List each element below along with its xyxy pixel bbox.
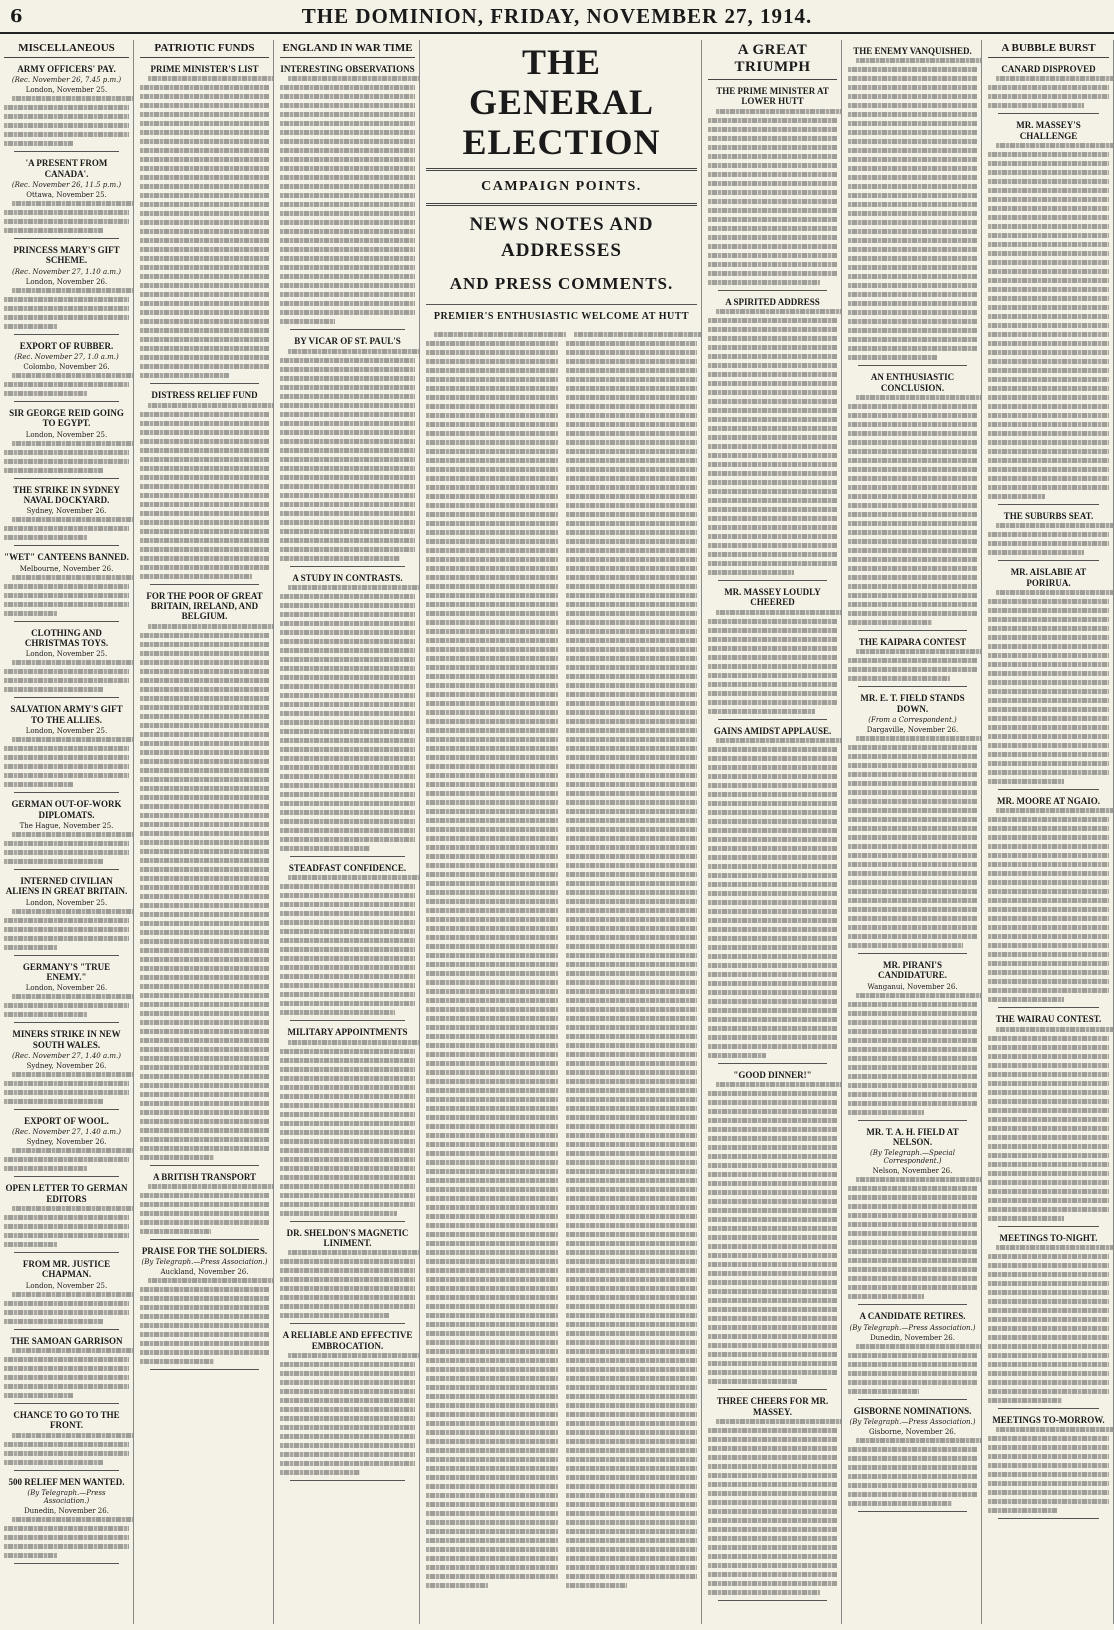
article-text-block bbox=[4, 832, 129, 864]
article-headline: MR. T. A. H. FIELD AT NELSON. bbox=[866, 1126, 959, 1148]
article-headline: INTERESTING OBSERVATIONS bbox=[280, 64, 415, 74]
place-dateline: The Hague, November 25. bbox=[19, 821, 114, 830]
article-text-block bbox=[280, 349, 415, 561]
column-great-triumph bbox=[704, 40, 842, 1624]
article-text-block bbox=[4, 909, 129, 950]
article-headline: MILITARY APPOINTMENTS bbox=[287, 1027, 408, 1038]
article-headline: A BRITISH TRANSPORT bbox=[152, 1171, 257, 1182]
article-text-block bbox=[140, 1184, 269, 1234]
article-headline: 500 RELIEF MEN WANTED. bbox=[8, 1476, 125, 1487]
place-dateline: Dunedin, November 26. bbox=[24, 1507, 109, 1515]
article-text-block bbox=[988, 523, 1109, 555]
dateline: (By Telegraph.—Special Correspondent.) bbox=[870, 1149, 955, 1166]
article-text-block bbox=[4, 517, 129, 540]
article-headline: MINERS STRIKE IN NEW SOUTH WALES. bbox=[12, 1029, 121, 1050]
article-headline: MEETINGS TO-MORROW. bbox=[992, 1415, 1105, 1426]
article-headline: THE PRIME MINISTER AT LOWER HUTT bbox=[716, 86, 829, 107]
article-headline: PRAISE FOR THE SOLDIERS. bbox=[141, 1246, 268, 1257]
article-text-block bbox=[848, 1177, 977, 1299]
article-headline: SIR GEORGE REID GOING TO EGYPT. bbox=[9, 408, 124, 429]
masthead bbox=[0, 0, 1114, 34]
article-headline: MR. MOORE AT NGAIO. bbox=[997, 796, 1100, 807]
article-text-block bbox=[848, 736, 977, 948]
article-headline: CANARD DISPROVED bbox=[1001, 64, 1096, 74]
place-dateline: Dunedin, November 26. bbox=[870, 1333, 955, 1342]
article-headline: PRINCESS MARY'S GIFT SCHEME. bbox=[13, 245, 120, 266]
place-dateline: Sydney, November 26. bbox=[26, 1061, 107, 1070]
premier-subheading: PREMIER'S ENTHUSIASTIC WELCOME AT HUTT bbox=[426, 304, 697, 322]
column-patriotic-funds bbox=[136, 40, 274, 1624]
article-text-block bbox=[426, 332, 558, 1588]
place-dateline: Ottawa, November 25. bbox=[26, 191, 107, 200]
article-headline: MR. AISLABIE AT PORIRUA. bbox=[1010, 567, 1087, 588]
place-dateline: London, November 26. bbox=[25, 277, 108, 286]
place-dateline: London, November 25. bbox=[25, 86, 108, 95]
article-headline: THE WAIRAU CONTEST. bbox=[995, 1014, 1102, 1025]
press-subheading: AND PRESS COMMENTS. bbox=[449, 274, 674, 293]
article-headline: MR. E. T. FIELD STANDS DOWN. bbox=[860, 693, 965, 714]
article-headline: PRIME MINISTER'S LIST bbox=[150, 64, 259, 74]
article-headline: EXPORT OF RUBBER. bbox=[19, 340, 114, 351]
article-headline: BY VICAR OF ST. PAUL'S bbox=[294, 336, 401, 347]
article-text-block bbox=[708, 738, 837, 1058]
article-headline: GERMAN OUT-OF-WORK DIPLOMATS. bbox=[11, 799, 122, 820]
article-text-block bbox=[708, 610, 837, 714]
place-dateline: London, November 25. bbox=[25, 650, 108, 659]
article-headline: GISBORNE NOMINATIONS. bbox=[853, 1405, 972, 1416]
article-text-block bbox=[140, 403, 269, 579]
article-headline: DISTRESS RELIEF FUND bbox=[151, 390, 258, 401]
place-dateline: Dargaville, November 26. bbox=[866, 726, 959, 735]
article-text-block bbox=[280, 585, 415, 851]
article-headline: A SPIRITED ADDRESS bbox=[725, 296, 820, 307]
article-text-block bbox=[988, 1427, 1109, 1513]
article-headline: GAINS AMIDST APPLAUSE. bbox=[713, 725, 832, 736]
article-text-block bbox=[988, 143, 1109, 499]
section-heading: PATRIOTIC FUNDS bbox=[140, 40, 269, 58]
article-text-block bbox=[848, 395, 977, 625]
article-headline: MR. PIRANI'S CANDIDATURE. bbox=[877, 960, 948, 981]
article-text-block bbox=[4, 1517, 129, 1558]
newspaper-title: THE DOMINION, FRIDAY, NOVEMBER 27, 1914. bbox=[301, 4, 813, 28]
article-text-block bbox=[4, 288, 129, 329]
article-text-block bbox=[4, 1292, 129, 1324]
article-text-block bbox=[4, 1433, 129, 1465]
place-dateline: Sydney, November 26. bbox=[26, 507, 107, 516]
article-headline: FROM MR. JUSTICE CHAPMAN. bbox=[22, 1258, 111, 1280]
article-text-block bbox=[140, 1278, 269, 1364]
place-dateline: London, November 26. bbox=[25, 984, 108, 993]
dateline: (Rec. November 27, 1.10 a.m.) bbox=[12, 267, 121, 276]
dateline: (From a Correspondent.) bbox=[868, 716, 957, 725]
article-headline: MR. MASSEY'S CHALLENGE bbox=[1016, 120, 1081, 141]
article-headline: THE STRIKE IN SYDNEY NAVAL DOCKYARD. bbox=[13, 484, 120, 506]
article-text-block bbox=[988, 76, 1109, 108]
article-text-block bbox=[848, 1438, 977, 1506]
article-headline: A RELIABLE AND EFFECTIVE EMBROCATION. bbox=[282, 1330, 413, 1351]
place-dateline: Colombo, November 26. bbox=[23, 363, 110, 372]
dateline: (Rec. November 27, 1.0 a.m.) bbox=[14, 353, 119, 362]
article-text-block bbox=[708, 1419, 837, 1595]
dateline: (Rec. November 26, 7.45 p.m.) bbox=[11, 76, 122, 85]
article-text-block bbox=[988, 590, 1109, 784]
column-general-election bbox=[422, 40, 702, 1624]
article-text-block bbox=[566, 332, 698, 1588]
article-headline: 'A PRESENT FROM CANADA'. bbox=[25, 158, 108, 179]
dateline: (Rec. November 27, 1.40 a.m.) bbox=[12, 1128, 121, 1137]
dateline: (By Telegraph.—Press Association.) bbox=[27, 1489, 106, 1505]
article-headline: SALVATION ARMY'S GIFT TO THE ALLIES. bbox=[10, 704, 123, 725]
article-text-block bbox=[4, 441, 129, 473]
article-text-block bbox=[4, 1072, 129, 1104]
article-headline: STEADFAST CONFIDENCE. bbox=[288, 863, 407, 874]
column-england-in-war-time bbox=[276, 40, 420, 1624]
article-headline: "WET" CANTEENS BANNED. bbox=[4, 552, 129, 563]
article-text-block bbox=[708, 309, 837, 575]
place-dateline: Sydney, November 26. bbox=[26, 1138, 107, 1147]
main-headline: THE GENERAL ELECTION bbox=[462, 42, 661, 162]
article-text-block bbox=[280, 1040, 415, 1216]
article-text-block bbox=[848, 993, 977, 1115]
section-heading: ENGLAND IN WAR TIME bbox=[280, 40, 415, 58]
place-dateline: Wanganui, November 26. bbox=[867, 982, 958, 991]
dateline: (By Telegraph.—Press Association.) bbox=[849, 1323, 976, 1332]
article-headline: THE SAMOAN GARRISON bbox=[10, 1335, 123, 1346]
place-dateline: London, November 25. bbox=[25, 1281, 108, 1290]
article-headline: THE KAIPARA CONTEST bbox=[858, 637, 967, 648]
article-text-block bbox=[4, 994, 129, 1017]
article-text-block bbox=[848, 58, 977, 360]
article-headline: A STUDY IN CONTRASTS. bbox=[292, 572, 403, 583]
article-text-block bbox=[4, 1348, 129, 1398]
article-text-block bbox=[4, 373, 129, 396]
article-headline: MR. MASSEY LOUDLY CHEERED bbox=[724, 587, 821, 608]
place-dateline: London, November 25. bbox=[25, 430, 108, 439]
article-headline: EXPORT OF WOOL. bbox=[24, 1115, 109, 1126]
place-dateline: Melbourne, November 26. bbox=[19, 564, 114, 573]
article-text-block bbox=[848, 649, 977, 681]
article-headline: FOR THE POOR OF GREAT BRITAIN, IRELAND, AND BELGIUM. bbox=[146, 590, 263, 622]
campaign-subheading: CAMPAIGN POINTS. bbox=[481, 179, 642, 194]
article-headline: "GOOD DINNER!" bbox=[733, 1070, 812, 1081]
article-headline: OPEN LETTER TO GERMAN EDITORS bbox=[5, 1183, 128, 1204]
article-headline: THREE CHEERS FOR MR. MASSEY. bbox=[716, 1396, 829, 1417]
article-text-block bbox=[708, 109, 837, 285]
article-headline: GERMANY'S "TRUE ENEMY." bbox=[22, 961, 111, 982]
place-dateline: Auckland, November 26. bbox=[160, 1268, 249, 1277]
dateline: (Rec. November 26, 11.5 p.m.) bbox=[11, 181, 122, 190]
section-heading: A GREAT TRIUMPH bbox=[708, 40, 837, 80]
place-dateline: Nelson, November 26. bbox=[872, 1167, 953, 1176]
column-election-continued bbox=[844, 40, 982, 1624]
dateline: (By Telegraph.—Press Association.) bbox=[141, 1258, 268, 1267]
article-headline: ARMY OFFICERS' PAY. bbox=[17, 64, 116, 74]
dateline: (By Telegraph.—Press Association.) bbox=[849, 1418, 976, 1427]
article-text-block bbox=[988, 808, 1109, 1002]
article-headline: INTERNED CIVILIAN ALIENS IN GREAT BRITAIN. bbox=[5, 875, 128, 897]
article-headline: THE SUBURBS SEAT. bbox=[1003, 511, 1094, 522]
article-headline: DR. SHELDON'S MAGNETIC LINIMENT. bbox=[286, 1227, 409, 1249]
article-headline: MEETINGS TO-NIGHT. bbox=[999, 1232, 1098, 1243]
place-dateline: Gisborne, November 26. bbox=[869, 1428, 956, 1437]
article-text-block bbox=[708, 1082, 837, 1384]
article-text-block bbox=[4, 96, 129, 146]
section-heading: A BUBBLE BURST bbox=[988, 40, 1109, 58]
article-text-block bbox=[988, 1245, 1109, 1403]
article-headline: CLOTHING AND CHRISTMAS TOYS. bbox=[24, 627, 109, 649]
article-text-block bbox=[988, 1027, 1109, 1221]
article-headline: AN ENTHUSIASTIC CONCLUSION. bbox=[870, 372, 955, 393]
article-headline: A CANDIDATE RETIRES. bbox=[859, 1311, 966, 1322]
news-subheading: NEWS NOTES AND ADDRESSES bbox=[469, 214, 654, 261]
article-text-block bbox=[4, 737, 129, 787]
article-text-block bbox=[848, 1344, 977, 1394]
article-text-block bbox=[280, 1353, 415, 1475]
election-article-body bbox=[426, 330, 697, 1592]
column-miscellaneous bbox=[0, 40, 134, 1624]
article-headline: CHANCE TO GO TO THE FRONT. bbox=[13, 1409, 120, 1431]
article-text-block bbox=[4, 1206, 129, 1247]
article-text-block bbox=[140, 76, 269, 378]
article-text-block bbox=[4, 660, 129, 692]
article-text-block bbox=[280, 76, 415, 324]
article-text-block bbox=[4, 201, 129, 233]
article-text-block bbox=[4, 575, 129, 616]
place-dateline: London, November 25. bbox=[25, 727, 108, 736]
section-heading: MISCELLANEOUS bbox=[4, 40, 129, 58]
article-text-block bbox=[280, 875, 415, 1015]
column-bubble-burst bbox=[984, 40, 1114, 1624]
article-headline: THE ENEMY VANQUISHED. bbox=[853, 46, 972, 56]
page-number: 6 bbox=[10, 6, 23, 27]
place-dateline: London, November 25. bbox=[25, 898, 108, 907]
dateline: (Rec. November 27, 1.40 a.m.) bbox=[12, 1051, 121, 1060]
article-text-block bbox=[4, 1148, 129, 1171]
article-text-block bbox=[280, 1250, 415, 1318]
article-text-block bbox=[140, 624, 269, 1160]
